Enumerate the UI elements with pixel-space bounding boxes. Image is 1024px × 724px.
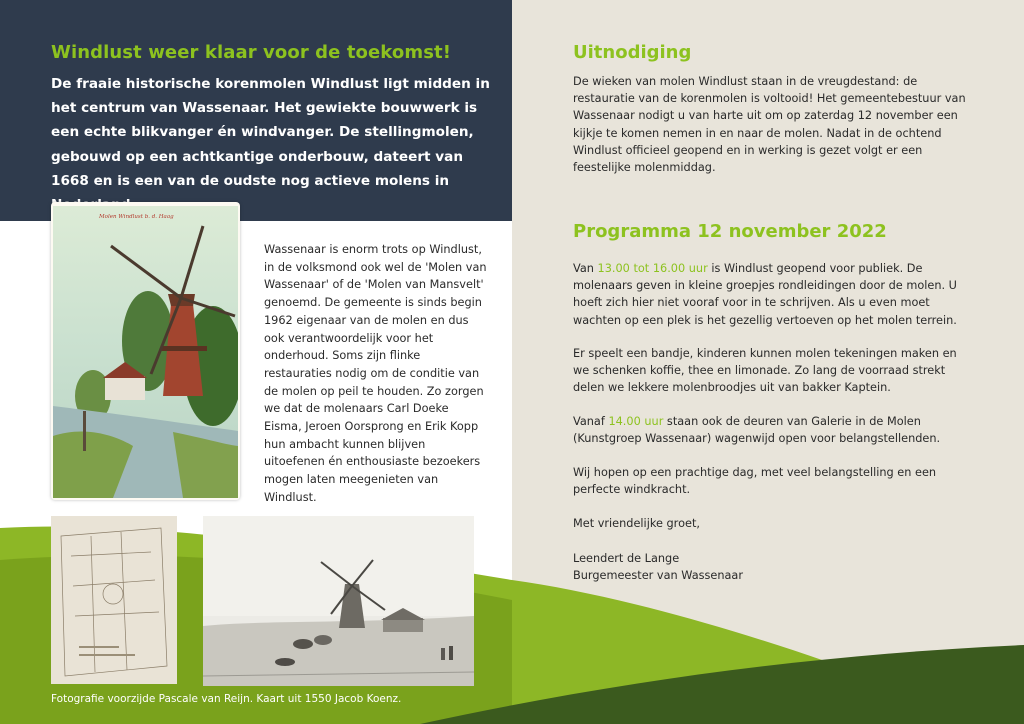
p1-rest: is Windlust geopend voor publiek. De molenaars geven in kleine groepjes rondleidingen door de molen. U hoeft zich hier niet vooraf voor in te schrijven. Als u even moet wachten op een plek is het gezellig vertoeven op het molen terrein. <box>573 262 957 327</box>
greeting: Met vriendelijke groet, <box>573 517 700 530</box>
invitation-heading: Uitnodiging <box>573 42 692 63</box>
program-heading: Programma 12 november 2022 <box>573 221 887 242</box>
opening-time-highlight: 13.00 tot 16.00 uur <box>597 262 708 275</box>
left-heading: Windlust weer klaar voor de toekomst! <box>51 42 452 63</box>
program-paragraph-activities: Er speelt een bandje, kinderen kunnen molen tekeningen maken en we schenken koffie, thee en limonade. Zo lang de voorraad strekt delen we lekkere molenbroodjes uit van bakker Kaptein. <box>573 347 957 395</box>
program-paragraph-gallery <box>573 413 973 447</box>
signer-title: Burgemeester van Wassenaar <box>573 569 743 582</box>
gallery-time-highlight: 14.00 uur <box>608 415 664 428</box>
invitation-paragraph: De wieken van molen Windlust staan in de vreugdestand: de restauratie van de korenmolen is voltooid! Het gemeentebestuur van Wassenaar nodigt u van harte uit om op zaterdag 12 november een kijkje te komen nemen in en naar de molen. Nadat in de ochtend Windlust officieel geopend en in werking is gezet volgt er een feestelijke molenmiddag. <box>573 75 966 175</box>
program-paragraph-opening-hours <box>573 260 973 329</box>
signer-name: Leendert de Lange <box>573 552 680 565</box>
historic-map-image <box>51 516 177 684</box>
p3-rest: staan ook de deuren van Galerie in de Molen (Kunstgroep Wassenaar) wagenwijd open voor belangstellenden. <box>573 415 941 446</box>
lead-paragraph: De fraaie historische korenmolen Windlust ligt midden in het centrum van Wassenaar. Het gewiekte bouwwerk is een echte blikvanger én windvanger. De stellingmolen, gebouwd op een achtkantige onderbouw, dateert van 1668 en is een van de oudste nog actieve molens in <box>51 76 490 189</box>
left-body-paragraph: Wassenaar is enorm trots op Windlust, in de volksmond ook wel de 'Molen van Wassenaar' of de 'Molen van Mansvelt' genoemd. De gemeente is sinds begin 1962 eigenaar van de molen en dus ook verantwoordelijk voor het onderhoud. Soms zijn flinke restauraties nodig om de conditie van de molen op peil te houden. Zo zorgen we dat de molenaars Carl Doeke Eisma, Jeroen Oorsprong en Erik Kopp hun ambacht kunnen blijven uitoefenen én enthousiaste bezoekers mogen laten meegenieten van Windlust. <box>264 243 487 504</box>
p3-prefix: Vanaf <box>573 415 609 428</box>
image-caption: Fotografie voorzijde Pascale van Reijn. Kaart uit 1550 Jacob Koenz. <box>51 693 402 705</box>
p1-prefix: Van <box>573 262 598 275</box>
program-paragraph-wishes: Wij hopen op een prachtige dag, met veel belangstelling en een perfecte windkracht. <box>573 466 937 497</box>
etching-windmill-image <box>203 516 474 686</box>
postcard-windmill-image <box>51 202 240 500</box>
postcard-inscription: Molen Windlust b. d. Haag <box>99 214 174 220</box>
